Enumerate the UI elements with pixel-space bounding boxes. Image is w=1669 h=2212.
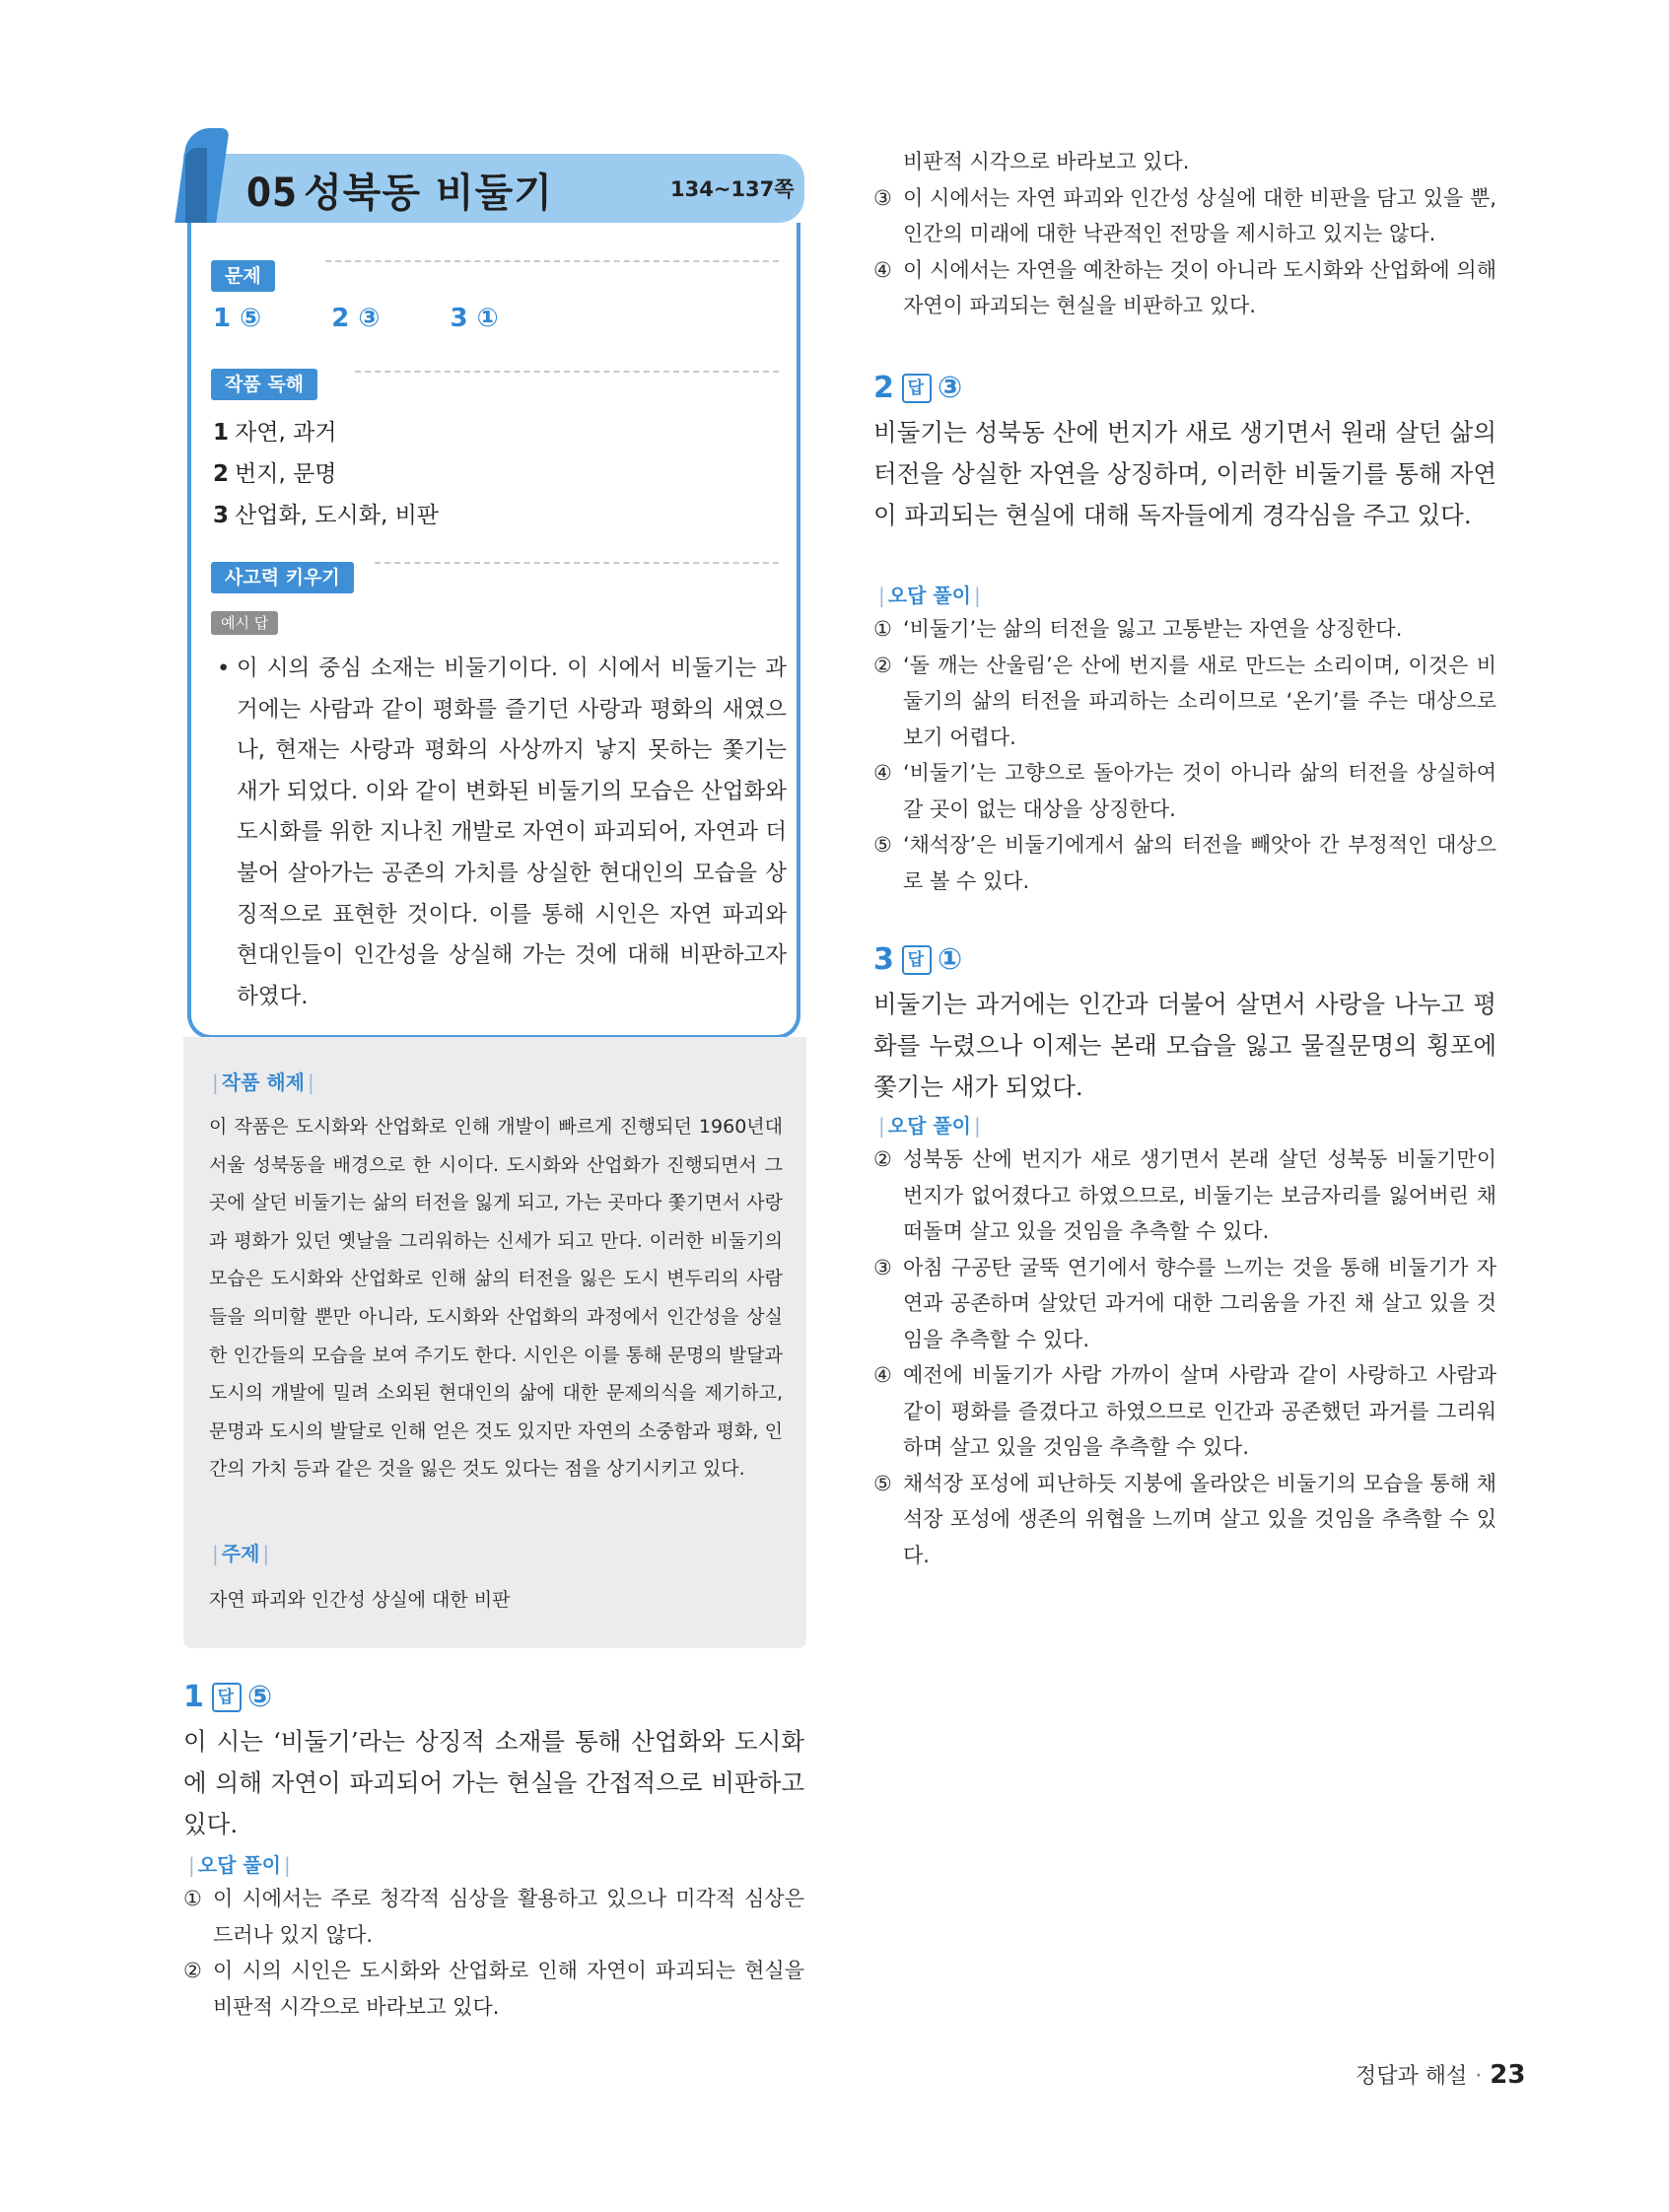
wrong-item: ④ 이 시에서는 자연을 예찬하는 것이 아니라 도시화와 산업화에 의해 자연이 파괴되는 현실을 비판하고 있다. <box>873 257 1496 317</box>
page-number: 23 <box>1490 2060 1526 2090</box>
wrong-item: ① 이 시에서는 주로 청각적 심상을 활용하고 있으나 미각적 심상은 드러나 있지 않다. <box>183 1887 804 1947</box>
footer-label: 정답과 해설 <box>1356 2064 1468 2089</box>
problem-answer-1: 1 ⑤ <box>213 304 262 333</box>
answer-2-explanation: 비둘기는 성북동 산에 번지가 새로 생기면서 원래 살던 삶의 터전을 상실한 자연을 상징하며, 이러한 비둘기를 통해 자연이 파괴되는 현실에 대해 독자들에게 경각심을 주고 있다. <box>873 418 1496 529</box>
answer-1-explanation: 이 시는 ‘비둘기’라는 상징적 소재를 통해 산업화와 도시화에 의해 자연이 파괴되어 가는 현실을 간접적으로 비판하고 있다. <box>183 1727 804 1838</box>
answer-2-heading: 2 답 ③ <box>873 371 965 405</box>
reading-label: 작품 독해 <box>211 369 317 400</box>
wrong-item: ① ‘비둘기’는 삶의 터전을 잃고 고통받는 자연을 상징한다. <box>873 617 1403 641</box>
answer-3-wrong-list <box>873 1141 1496 1573</box>
wrong-item: ③ 이 시에서는 자연 파괴와 인간성 상실에 대한 비판을 담고 있을 뿐, 인간의 미래에 대한 낙관적인 전망을 제시하고 있지는 않다. <box>873 185 1496 245</box>
unit-title-text: 성북동 비둘기 <box>304 171 553 216</box>
bullet-icon: • <box>217 656 231 681</box>
wrong-label: | 오답 풀이 | <box>878 1114 981 1138</box>
problems-label: 문제 <box>211 260 275 292</box>
unit-number: 05 <box>246 171 299 216</box>
page-footer: 정답과 해설 · 23 <box>1356 2060 1526 2090</box>
problem-answer-3: 3 ① <box>450 304 499 333</box>
theme-label: | 주제 | <box>212 1542 270 1565</box>
wrong-item: ② 이 시의 시인은 도시화와 산업화로 인해 자연이 파괴되는 현실을 비판적 시각으로 바라보고 있다. <box>183 1959 804 2019</box>
answer-mark-icon: 답 <box>902 374 932 403</box>
wrong-item-continued: 비판적 시각으로 바라보고 있다. <box>903 150 1190 173</box>
wrong-item: ④ ‘비둘기’는 고향으로 돌아가는 것이 아니라 삶의 터전을 상실하여 갈 곳이 없는 대상을 상징한다. <box>873 761 1496 821</box>
wrong-label: | 오답 풀이 | <box>878 584 981 607</box>
answer-3-explanation: 비둘기는 과거에는 인간과 더불어 살면서 사랑을 나누고 평화를 누렸으나 이제는 본래 모습을 잃고 물질문명의 횡포에 쫓기는 새가 되었다. <box>873 990 1496 1101</box>
unit-pages: 134~137쪽 <box>670 177 795 201</box>
wrong-item: ④ 예전에 비둘기가 사람 가까이 살며 사람과 같이 사랑하고 사람과 같이 평화를 즐겼다고 하였으므로 인간과 공존했던 과거를 그리워하며 살고 있을 것임을 추측할 수 있다. <box>873 1363 1496 1459</box>
wrong-item: ⑤ 채석장 포성에 피난하듯 지붕에 올라앉은 비둘기의 모습을 통해 채석장 포성에 생존의 위협을 느끼며 살고 있을 것임을 추측할 수 있다. <box>873 1471 1496 1567</box>
answer-1-heading: 1 답 ⑤ <box>183 1680 275 1714</box>
reading-item: 2 번지, 문명 <box>213 461 337 487</box>
thinking-example-answer <box>213 649 787 1017</box>
wrong-label: | 오답 풀이 | <box>188 1853 291 1877</box>
example-answer-badge: 예시 답 <box>211 611 278 635</box>
wrong-item: ⑤ ‘채석장’은 비둘기에게서 삶의 터전을 빼앗아 간 부정적인 대상으로 볼 수 있다. <box>873 833 1496 893</box>
title-tab-shadow <box>185 148 207 223</box>
reading-item: 1 자연, 과거 <box>213 420 337 446</box>
commentary-text: 이 작품은 도시화와 산업화로 인해 개발이 빠르게 진행되던 1960년대 서울 성북동을 배경으로 한 시이다. 도시화와 산업화가 진행되면서 그곳에 살던 비둘기는 삶의 터전을 잃게 되고, 가는 곳마다 쫓기면서 사랑과 평화가 있던 옛날을 그리워하는 신세가 되고 만다. 이러한 비둘기의 모습은 도시화와 산업화로 인해 삶의 터전을 잃은 도시 변두리의 사람들을 의미할 뿐만 아니라, 도시화와 산업화의 과정에서 인간성을 상실한 인간들의 모습을 보여 주기도 한다. 시인은 이를 통해 문명의 발달과 도시의 개발에 밀려 소외된 현대인의 삶에 대한 문제의식을 제기하고, 문명과 도시의 발달로 인해 얻은 것도 있지만 자연의 소중함과 평화, 인간의 가치 등과 같은 것을 잃은 것도 있다는 점을 상기시키고 있다. <box>209 1116 783 1481</box>
answer-mark-icon: 답 <box>902 945 932 975</box>
divider <box>325 260 779 262</box>
answer-1-wrong-list-continued <box>873 144 1496 324</box>
answer-3-heading: 3 답 ① <box>873 942 965 977</box>
theme-text: 자연 파괴와 인간성 상실에 대한 비판 <box>209 1589 511 1611</box>
answer-mark-icon: 답 <box>212 1683 242 1712</box>
wrong-item: ② ‘돌 깨는 산울림’은 산에 번지를 새로 만드는 소리이며, 이것은 비둘기의 삶의 터전을 파괴하는 소리이므로 ‘온기’를 주는 대상으로 보기 어렵다. <box>873 653 1496 749</box>
reading-item: 3 산업화, 도시화, 비판 <box>213 503 440 528</box>
divider <box>375 562 779 564</box>
wrong-item: ② 성북동 산에 번지가 새로 생기면서 본래 살던 성북동 비둘기만이 번지가 없어졌다고 하였으므로, 비둘기는 보금자리를 잃어버린 채 떠돌며 살고 있을 것임을 추측할 수 있다. <box>873 1147 1496 1243</box>
divider <box>355 371 779 373</box>
thinking-text: 이 시의 중심 소재는 비둘기이다. 이 시에서 비둘기는 과거에는 사람과 같이 평화를 즐기던 사랑과 평화의 새였으나, 현재는 사랑과 평화의 사상까지 낳지 못하는 쫓기는 새가 되었다. 이와 같이 변화된 비둘기의 모습은 산업화와 도시화를 위한 지나친 개발로 자연이 파괴되어, 자연과 더불어 살아가는 공존의 가치를 상실한 현대인의 모습을 상징적으로 표현한 것이다. 이를 통해 시인은 자연 파괴와 현대인들이 인간성을 상실해 가는 것에 대해 비판하고자 하였다. <box>237 656 787 1009</box>
wrong-item: ③ 아침 구공탄 굴뚝 연기에서 향수를 느끼는 것을 통해 비둘기가 자연과 공존하며 살았던 과거에 대한 그리움을 가진 채 살고 있을 것임을 추측할 수 있다. <box>873 1255 1496 1351</box>
unit-title <box>246 162 553 218</box>
answer-1-wrong-list <box>183 1881 804 2019</box>
problems-answers <box>213 304 560 333</box>
thinking-label: 사고력 키우기 <box>211 562 354 593</box>
problem-answer-2: 2 ③ <box>331 304 381 333</box>
answer-2-wrong-list <box>873 611 1496 899</box>
commentary-label: | 작품 해제 | <box>212 1071 314 1094</box>
